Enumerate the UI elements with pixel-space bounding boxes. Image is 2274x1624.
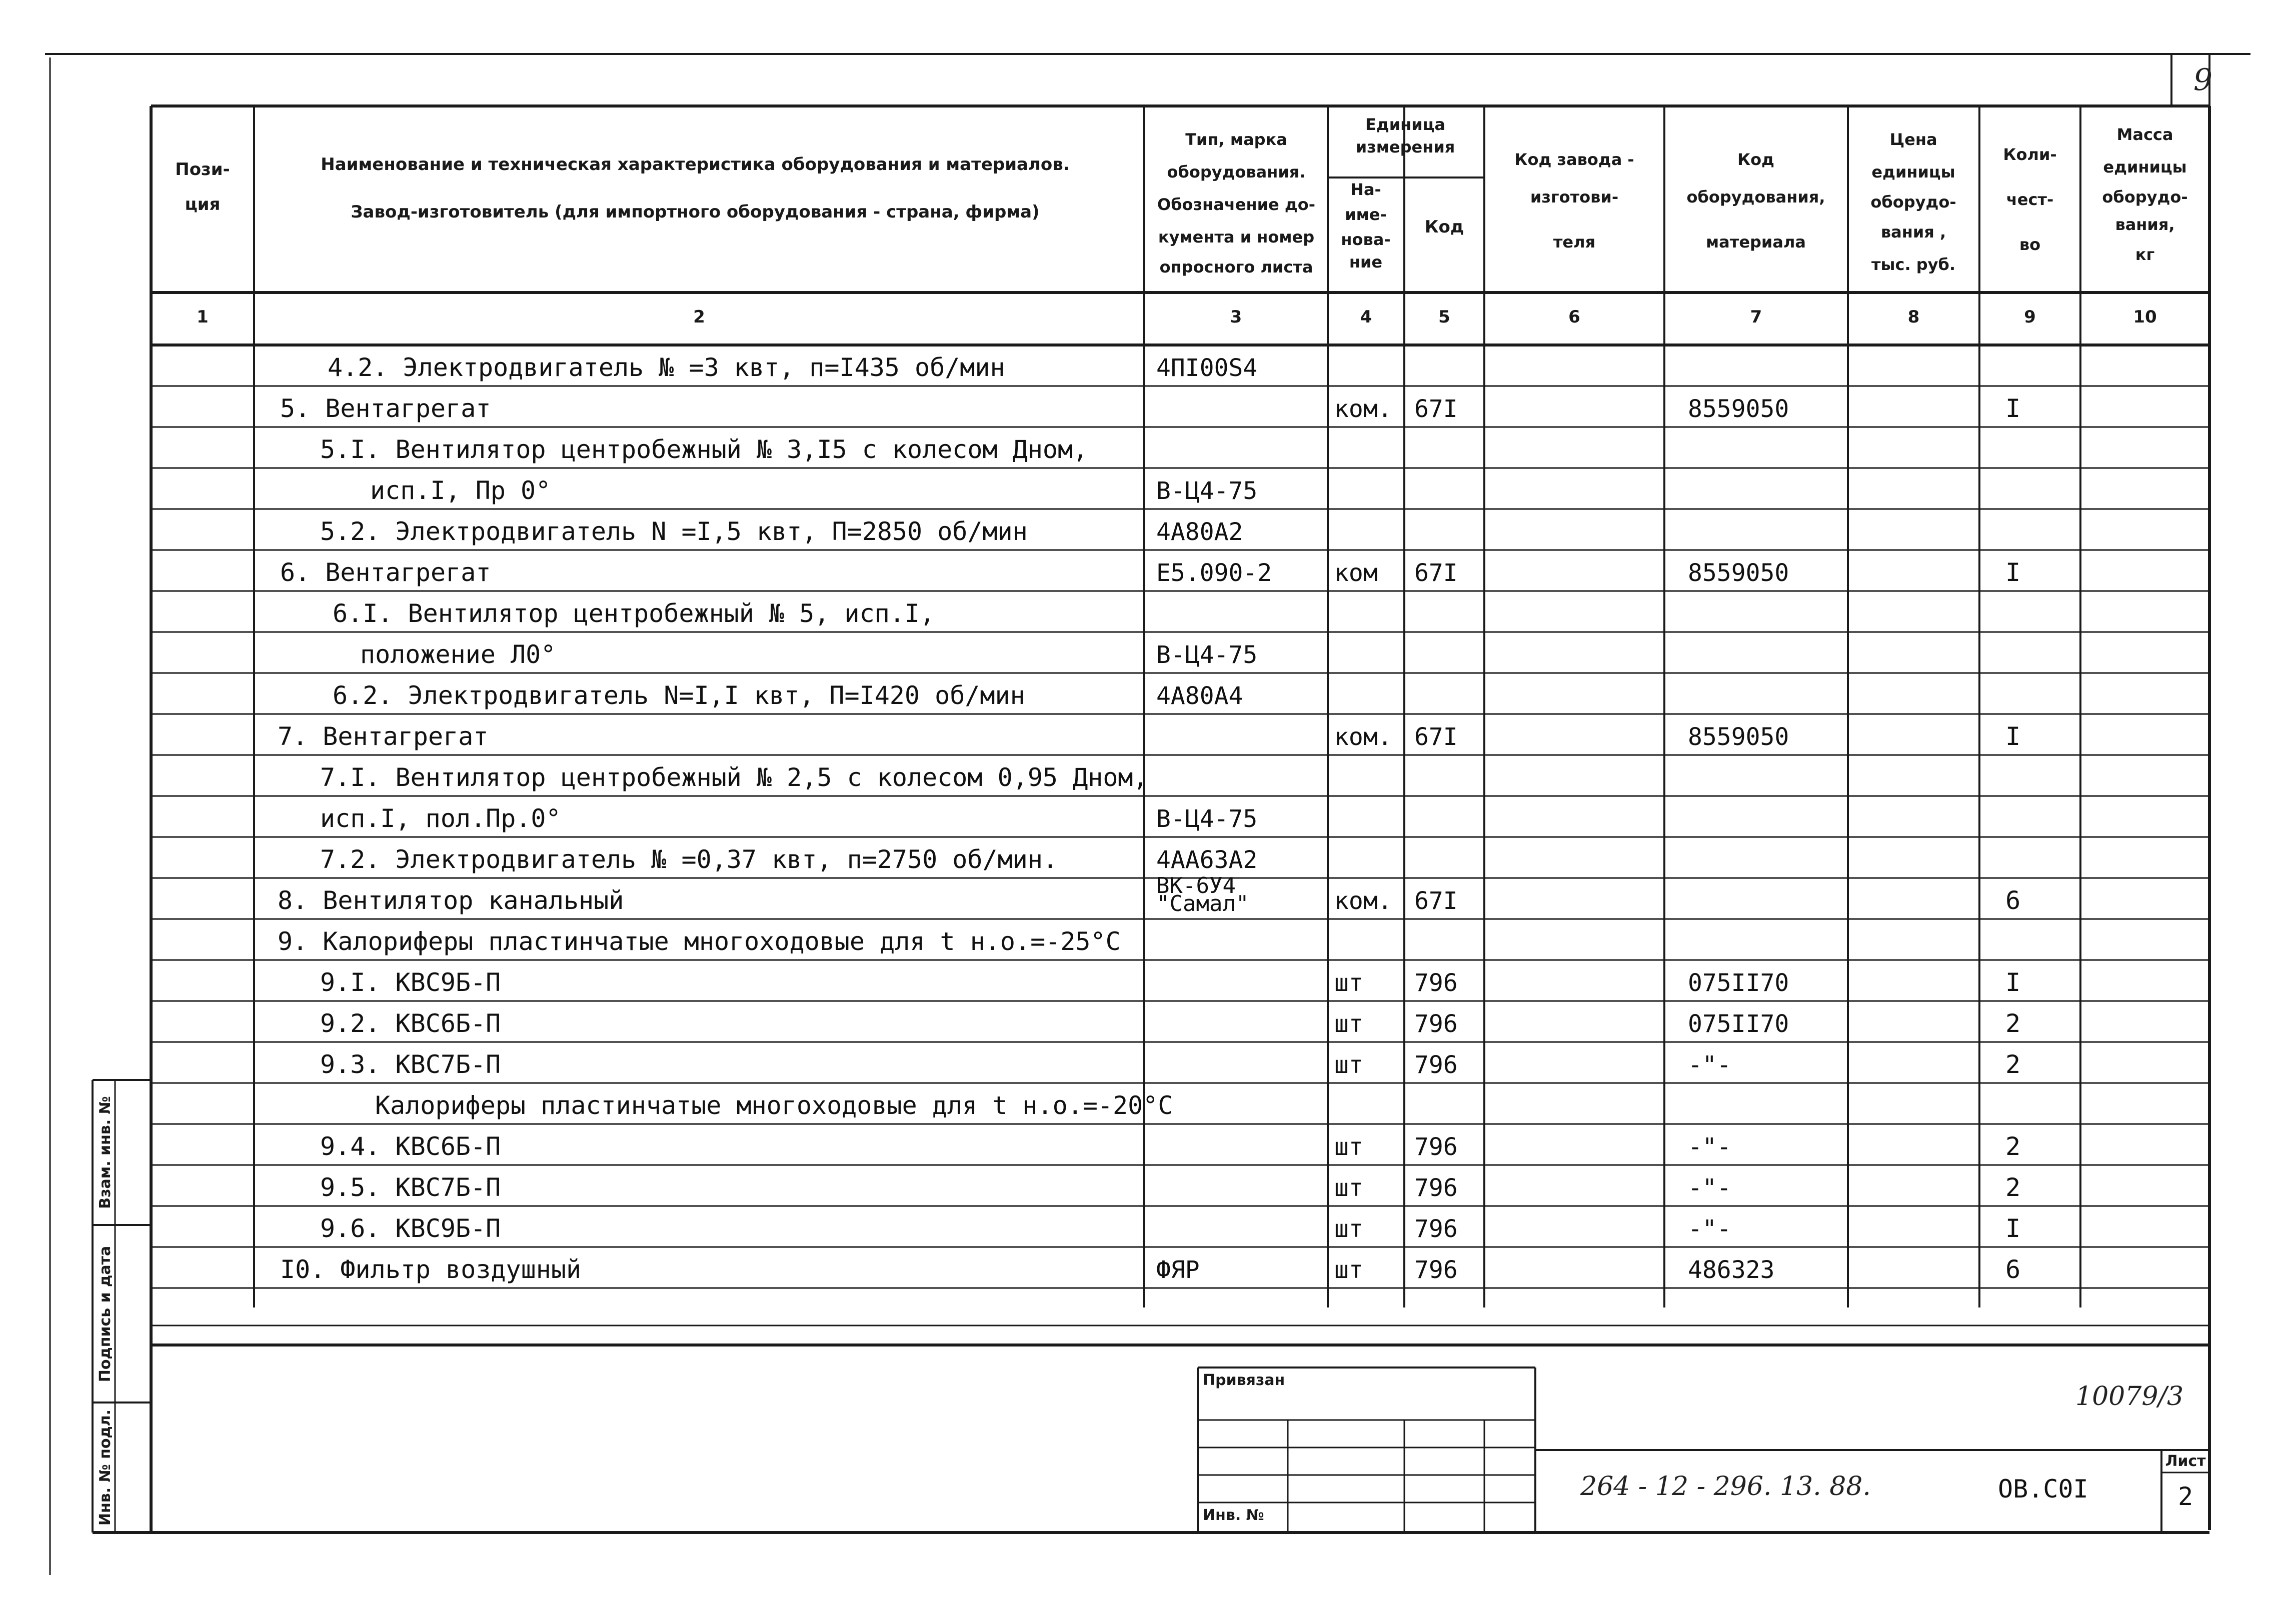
row-name: 5. Вентагрегат [280,394,491,423]
row-name: 5.I. Вентилятор центробежный № 3,I5 с колесом Дном, [320,435,1088,464]
row-unit-code: 67I [1414,723,1458,751]
row-quantity: I [2005,394,2021,423]
row-equipment-code: -"- [1688,1174,1731,1202]
row-equipment-code: -"- [1688,1215,1731,1243]
row-equipment-code: 075II70 [1688,969,1789,997]
header-unit-group: Единица [1365,115,1445,134]
row-unit-code: 796 [1414,1256,1458,1284]
header-quantity: чест- [2006,190,2054,209]
row-name: 8. Вентилятор канальный [278,886,624,915]
column-number: 2 [693,307,705,327]
header-unit-name: име- [1345,205,1387,224]
row-unit-code: 796 [1414,1133,1458,1161]
header-unit-code: Код [1424,217,1464,237]
header-equipment-code: материала [1706,232,1806,252]
row-unit-code: 796 [1414,1215,1458,1243]
row-type: В-Ц4-75 [1156,641,1258,669]
row-unit: ком. [1334,395,1392,423]
column-number: 5 [1438,307,1450,327]
row-equipment-code: 486323 [1688,1256,1775,1284]
row-name: 9.5. КВС7Б-П [320,1173,501,1202]
table-text [97,62,2212,1526]
header-maker-code: изготови- [1530,188,1619,206]
row-name: 9.6. КВС9Б-П [320,1214,501,1243]
row-unit-code: 796 [1414,1051,1458,1079]
row-quantity: 2 [2005,1132,2021,1161]
row-type: ФЯР [1156,1256,1200,1284]
header-price: вания , [1880,222,1946,242]
row-unit-code: 67I [1414,395,1458,423]
header-name: Наименование и техническая характеристика оборудования и материалов. [321,154,1070,174]
row-type: 4А80А2 [1156,518,1243,546]
column-number: 3 [1230,307,1242,327]
row-unit-code: 67I [1414,559,1458,587]
row-unit-code: 796 [1414,1010,1458,1038]
row-unit: шт [1334,1133,1363,1161]
header-mass: Масса [2116,125,2173,144]
column-number: 1 [197,307,209,327]
column-number: 10 [2133,307,2157,327]
column-number: 8 [1907,307,1920,327]
row-quantity: 2 [2005,1050,2021,1079]
row-name: 6. Вентагрегат [280,558,491,587]
row-name: 4.2. Электродвигатель № =3 квт, п=I435 об/мин [328,353,1005,382]
row-type: Е5.090-2 [1156,559,1272,587]
header-maker-code: теля [1553,232,1596,252]
row-equipment-code: 8559050 [1688,559,1789,587]
document-number: 264 - 12 - 296. 13. 88. [1580,1472,1871,1502]
header-mass: кг [2135,245,2155,264]
row-type: ВК-6У4 [1156,873,1236,898]
row-name: 7. Вентагрегат [278,722,489,751]
header-mass: единицы [2103,158,2187,176]
row-equipment-code: -"- [1688,1133,1731,1161]
row-name: 9.I. КВС9Б-П [320,968,501,997]
row-unit-code: 796 [1414,1174,1458,1202]
row-unit: шт [1334,1256,1363,1284]
row-type: 4ПI00S4 [1156,354,1258,382]
sidebar-label: Подпись и дата [97,1246,114,1382]
row-equipment-code: 8559050 [1688,723,1789,751]
row-name: 9.4. КВС6Б-П [320,1132,501,1161]
row-equipment-code: 8559050 [1688,395,1789,423]
row-unit: шт [1334,1215,1363,1243]
row-quantity: I [2005,722,2021,751]
header-price: единицы [1871,162,1955,182]
row-type: 4А80А4 [1156,682,1243,710]
column-number: 9 [2024,307,2036,327]
column-number: 6 [1568,307,1580,327]
header-equipment-code: Код [1737,150,1774,169]
header-mass: оборудо- [2102,188,2188,206]
row-unit: ком [1334,559,1378,587]
row-unit: шт [1334,969,1363,997]
header-unit-name: нова- [1341,230,1391,249]
row-quantity: 2 [2005,1173,2021,1202]
header-equipment-code: оборудования, [1686,188,1825,206]
header-type: Обозначение до- [1157,195,1315,214]
row-quantity: 6 [2005,1255,2021,1284]
row-type: 4АА63А2 [1156,846,1258,874]
row-unit: шт [1334,1174,1363,1202]
row-quantity: 6 [2005,886,2021,915]
row-name: исп.I, пол.Пр.0° [320,804,561,833]
row-type: В-Ц4-75 [1156,477,1258,505]
row-unit: шт [1334,1051,1363,1079]
row-unit-code: 796 [1414,969,1458,997]
row-name: 5.2. Электродвигатель N =I,5 квт, П=2850 об/мин [320,517,1028,546]
header-price: оборудо- [1870,192,1956,212]
row-type: В-Ц4-75 [1156,805,1258,833]
row-quantity: I [2005,968,2021,997]
row-equipment-code: -"- [1688,1051,1731,1079]
header-unit-name: На- [1350,180,1381,199]
header-price: Цена [1889,130,1937,149]
row-equipment-code: 075II70 [1688,1010,1789,1038]
sidebar-label: Инв. № подл. [97,1409,114,1526]
header-type: опросного листа [1159,258,1313,276]
header-quantity: Коли- [2003,145,2057,164]
column-number: 7 [1750,307,1762,327]
stamp-linked: Привязан [1203,1372,1285,1389]
sheet-number: 9 [2193,62,2213,98]
header-quantity: во [2019,235,2041,254]
header-position: ция [185,194,221,214]
row-unit: ком. [1334,723,1392,751]
stamp-inventory: Инв. № [1203,1506,1264,1524]
header-type: Тип, марка [1185,130,1287,149]
document-code: ОВ.С0I [1998,1474,2088,1504]
row-unit-code: 67I [1414,887,1458,915]
row-name: I0. Фильтр воздушный [280,1255,582,1284]
row-name: положение Л0° [360,640,556,669]
sidebar-label: Взам. инв. № [97,1096,114,1209]
row-type: "Самал" [1156,891,1249,916]
header-type: кумента и номер [1158,228,1315,246]
sheet-label: Лист [2165,1452,2206,1470]
row-quantity: 2 [2005,1009,2021,1038]
header-name: Завод-изготовитель (для импортного оборудования - страна, фирма) [351,202,1040,222]
row-name: 9.2. КВС6Б-П [320,1009,501,1038]
header-unit-name: ние [1349,252,1383,272]
row-name: 9. Калориферы пластинчатые многоходовые для t н.о.=-25°С [278,927,1121,956]
row-name: 6.I. Вентилятор центробежный № 5, исп.I, [333,599,935,628]
row-name: Калориферы пластинчатые многоходовые для t н.о.=-20°С [375,1091,1173,1120]
row-name: 7.2. Электродвигатель № =0,37 квт, п=2750 об/мин. [320,845,1058,874]
sheet-value: 2 [2177,1482,2193,1511]
row-name: 9.3. КВС7Б-П [320,1050,501,1079]
row-unit: шт [1334,1010,1363,1038]
row-quantity: I [2005,1214,2021,1243]
header-price: тыс. руб. [1871,255,1956,274]
header-unit-group: измерения [1355,138,1455,156]
column-number: 4 [1360,307,1372,327]
row-name: исп.I, Пр 0° [370,476,551,505]
header-type: оборудования. [1167,162,1306,182]
row-name: 7.I. Вентилятор центробежный № 2,5 с колесом 0,95 Дном, [320,763,1148,792]
header-mass: вания, [2115,215,2175,234]
header-position: Пози- [175,160,230,180]
header-maker-code: Код завода - [1514,150,1634,169]
row-name: 6.2. Электродвигатель N=I,I квт, П=I420 об/мин [333,681,1025,710]
row-unit: ком. [1334,887,1392,915]
row-quantity: I [2005,558,2021,587]
archive-number: 10079/3 [2075,1382,2184,1412]
